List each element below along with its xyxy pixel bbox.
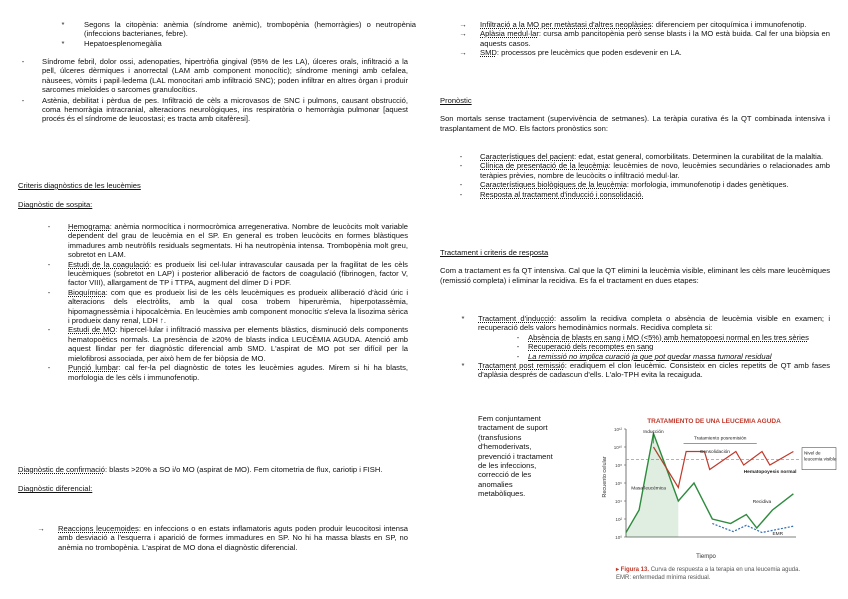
list-item: * Segons la citopènia: anèmia (síndrome anèmic), trombopènia (hemorràgies) o neutropènia (infeccions bacterianes, febre). [61, 20, 416, 39]
item-text: : morfologia, immunofenotip i dades genètiques. [626, 180, 789, 190]
confirmation-text: : blasts >20% a SO i/o MO (aspirat de MO). Fem citometria de flux, cariotip i FISH. [104, 465, 383, 474]
section-subheading: Diagnòstic de sospita: [18, 200, 93, 210]
confirmation-label: Diagnòstic de confirmació [18, 465, 105, 474]
figure-caption [616, 567, 846, 582]
list-item: - Punció lumbar: cal fer-la pel diagnòstic de totes les leucèmies agudes. Mirem si hi ha blasts, morfologia de les cèls i immunofenotip. [47, 363, 408, 382]
item-label: Característiques del pacient [480, 152, 575, 161]
list-item: * Tractament d'inducció: assolim la recidiva completa o absència de leucèmia visible en examen; i recuperació dels valors hemodinàmics normals. Recidiva completa si: - Absència de blasts en sang i MO (<5%) amb hematopoesi normal en les tres sèries - Recuperació dels recomptes en sang - La remissió no implica curació ja que pot quedar massa tumoral residual [461, 314, 831, 361]
list-item: → Aplàsia medul·lar: cursa amb pancitopènia però sense blasts i la MO està buida. Cal fer una biòpsia en aquests casos. [459, 29, 830, 48]
chart-ylabel: Recuento celular [602, 456, 608, 498]
bullet-text: Segons la citopènia: anèmia (síndrome anèmic), trombopènia (hemorràgies) o neutropènia (infeccions bacterianes, febre). [84, 20, 416, 39]
list-item: - Resposta al tractament d'inducció i consolidació. [459, 189, 644, 199]
support-line: de les infeccions, [478, 461, 537, 471]
item-label: Reaccions leucemoides [58, 524, 139, 533]
y-tick-label: 10⁶ [615, 481, 622, 486]
item-label: Bioquímica [68, 287, 106, 297]
series-line [712, 524, 793, 533]
sub-item-text: Absència de blasts en sang i MO (<5%) amb hematopoesi normal en les tres sèries [528, 332, 809, 342]
item-text: : diferenciem per citoquímica i immunofenotip. [651, 20, 807, 29]
section-subheading: Diagnòstic diferencial: [18, 484, 93, 494]
leukemic-mass-area [626, 434, 678, 538]
item-text: : assolim la recidiva completa o absència de leucèmia visible en examen; i recuperació dels valors hemodinàmics normals. Recidiva completa si: [478, 314, 831, 333]
list-item: - Bioquímica: com que es produeix lisi de les cèls leucèmiques es produeix alliberació d'àcid úric i alteracions dels electròlits, amb la qual cosa trobem hiperurèmia, hiperpotassèmia, hipomagnessèmia i hipocalcèmia. En leucèmies amb component monocític s'eleva la lisozima sèrica i produeix dany renal, LDH ↑. [47, 287, 408, 326]
item-text: : cursa amb pancitopènia però sense blasts i la MO està buida. Cal fer una biòpsia en aquests casos. [480, 29, 830, 48]
support-line: correcció de les [478, 470, 532, 480]
y-tick-label: 10² [615, 517, 622, 522]
sub-item-text: Recuperació dels recomptes en sang [528, 342, 654, 352]
item-label: Hemograma [68, 222, 110, 231]
section-heading: Tractament i criteris de resposta [440, 248, 549, 257]
list-item-text: Astènia, debilitat i pèrdua de pes. Infiltració de cèls a microvasos de SNC i pulmons, causant obstrucció, coma hemorràgia intracranial, alteracions neurològiques, ins respiratòria o hemorràgia pulmonar [aquest procés és el síndrome de leucostasi; es tracta amb citafèresi]. [42, 95, 408, 124]
paragraph: Son mortals sense tractament (supervivència de setmanes). La teràpia curativa és la QT combinada intensiva i trasplantament de MO. Els factors pronòstics son: [440, 114, 830, 133]
leukemia-response-chart [588, 415, 838, 575]
chart-annotation: Consolidación [699, 449, 730, 455]
list-item: - Recuperació dels recomptes en sang [514, 342, 830, 351]
item-label: Característiques biològiques de la leucèmia [480, 180, 627, 190]
chart-annotation: Tratamiento posremisión [693, 436, 747, 442]
item-text: : es produeix lisi cel·lular intravascular causada per la fragilitat de les cèls leucèmiques (sobretot en LAP) i posterior alliberació de factors de coagulació (fibrinogen, factor V, factor VIII), allargament de TP i TTPA, augment del dímer D i PDF. [68, 259, 408, 288]
y-tick-label: 10⁸ [615, 463, 622, 468]
list-item: * Tractament post remissió: eradiquem el clon leucèmic. Consisteix en cicles repetits de QT amb fases d'aplàsia després de cadascun d'ells. L'alo-TPH evita la recaiguda. [461, 361, 830, 380]
list-item: - Característiques del pacient: edat, estat general, comorbilitats. Determinen la curabilitat de la malaltia. [459, 152, 824, 161]
list-item: → Reaccions leucemoides: en infeccions o en estats inflamatoris aguts poden produir leucocitosi intensa amb desviació a l'esquerra i aparició de formes immadures en SP. No hi ha massa blasts en SP, no anèmia no trombopènia. L'aspirat de MO dona el diagnòstic diferencial. [37, 524, 409, 552]
sub-item-note: La remissió no implica curació ja que pot quedar massa tumoral residual [528, 351, 772, 361]
y-tick-label: 10⁰ [615, 535, 622, 540]
item-text: : processos pre leucèmics que poden esdevenir en LA. [496, 48, 682, 58]
support-line: d'hemoderivats, [478, 442, 532, 452]
item-text: : en infeccions o en estats inflamatoris aguts poden produir leucocitosi intensa amb desviació a l'esquerra i aparició de formes immadures en SP. No hi ha massa blasts en SP, no anèmia no trombopènia. L'aspirat de MO dona el diagnòstic diferencial. [58, 524, 409, 552]
support-line: anomalies [478, 479, 513, 489]
list-item: → Infiltració a la MO per metàstasi d'altres neoplàsies: diferenciem per citoquímica i immunofenotip. [459, 20, 807, 29]
item-label: Clínica de presentació de la leucèmia [480, 161, 609, 171]
item-label: Tractament post remissió [478, 361, 565, 371]
support-line: tractament de suport [478, 423, 548, 433]
item-text: : eradiquem el clon leucèmic. Consisteix en cicles repetits de QT amb fases d'aplàsia després de cadascun d'ells. L'alo-TPH evita la recaiguda. [478, 361, 830, 380]
item-label: Estudi de MO [68, 325, 116, 335]
chart-annotation: EMR [772, 532, 784, 538]
chart-xlabel: Tiempo [696, 554, 716, 560]
y-tick-label: 10⁴ [615, 499, 622, 504]
list-item: - Característiques biològiques de la leucèmia: morfologia, immunofenotip i dades genètiques. [459, 180, 789, 190]
list-item: - Absència de blasts en sang i MO (<5%) amb hematopoesi normal en les tres sèries [514, 333, 830, 342]
chart-annotation: Inducción [643, 430, 664, 435]
item-text: : anèmia normocítica i normocròmica arregenerativa. Nombre de leucòcits molt variable dependent del grau de leucèmia en el SP. En general es troben leucòcits en formes blàstiques immadures amb neutròfils residuals segmentats. Hi ha neutropènia intensa. Trombopènia molt greu, sobretot en LAM. [68, 222, 408, 260]
item-label: Resposta al tractament d'inducció i consolidació. [480, 189, 644, 199]
item-label: SMD [480, 48, 497, 58]
support-line: prevenció i tractament [478, 451, 553, 461]
paragraph: Com a tractament es fa QT intensiva. Cal que la QT elimini la leucèmia visible, eliminant les cèls mare leucèmiques (remissió completa) i eliminar la recidiva. Es fa el tractament en dues etapes: [440, 266, 830, 285]
list-item: - Estudi de MO: hipercel·lular i infiltració massiva per elements blàstics, disminució dels components hematopoètics normals. La presència de ≥20% de blasts indica LEUCÈMIA AGUDA. Atenció amb aquest llindar per fer diagnòstic diferencial amb SMD. L'aspirat de MO pot ser difícil per la mielofibrosi associada, per això hem de fer biòpsia de MO. [47, 325, 408, 363]
item-label: Estudi de la coagulació [68, 259, 150, 269]
chart-annotation: Hematopoyesis normal [743, 470, 797, 476]
list-item: - Hemograma: anèmia normocítica i normocròmica arregenerativa. Nombre de leucòcits molt variable dependent del grau de leucèmia en el SP. En general es troben leucòcits en formes blàstiques immadures amb neutròfils residuals segmentats. Hi ha neutropènia intensa. Trombopènia molt greu, sobretot en LAM. [47, 222, 408, 260]
support-line: metabòliques. [478, 489, 526, 499]
section-heading: Pronòstic [440, 96, 472, 105]
caption-note: EMR: enfermedad mínima residual. [616, 574, 711, 581]
support-line: Fem conjuntament [478, 414, 541, 423]
item-label: Infiltració a la MO per metàstasi d'altres neoplàsies [480, 20, 652, 29]
list-item: * Hepatoesplenomegàlia [58, 39, 416, 48]
bullet-text: Hepatoesplenomegàlia [84, 38, 162, 48]
chart-annotation: Masa leucémica [631, 486, 666, 492]
list-item-text: Síndrome febril, dolor ossi, adenopaties, hipertròfia gingival (95% de les LA), úlceres orals, infiltració a la pell, úlceres dèrmiques i anorrectal (LAM amb component monocític); síndrome meningi amb cefalea, nàusees, vòmits i papil·ledema (LAL monocitari amb infiltració SNC); poden infiltrar en altres òrgan i produir sarcomes mieloides o sarcomes granulocítics. [42, 57, 408, 95]
support-line: (transfusions [478, 432, 522, 442]
list-item: - Clínica de presentació de la leucèmia: leucèmies de novo, leucèmies secundàries o relacionades amb teràpies prèvies, nombre de leucòcits o infiltració medul·lar. [459, 161, 830, 180]
section-heading: Criteris diagnòstics de les leucèmies [18, 181, 141, 190]
item-label: Tractament d'inducció [478, 314, 554, 323]
caption-label: ▸ Figura 13. [616, 567, 650, 573]
support-paragraph [478, 414, 582, 499]
list-item: - Síndrome febril, dolor ossi, adenopaties, hipertròfia gingival (95% de les LA), úlceres orals, infiltració a la pell, úlceres dèrmiques i anorrectal (LAM amb component monocític); síndrome meningi amb cefalea, nàusees, vòmits i papil·ledema (LAL monocitari amb infiltració SNC); poden infiltrar en altres òrgan i produir sarcomes mieloides o sarcomes granulocítics. [21, 57, 408, 95]
item-text: : leucèmies de novo, leucèmies secundàries o relacionades amb teràpies prèvies, nombre de leucòcits o infiltració medul·lar. [480, 161, 830, 180]
item-text: : com que es produeix lisi de les cèls leucèmiques es produeix alliberació d'àcid úric i alteracions dels electròlits, amb la qual cosa trobem hiperurèmia, hiperpotassèmia, hipomagnessèmia i hipocalcèmia. En leucèmies amb component monocític s'eleva la lisozima sèrica i produeix dany renal, LDH ↑. [68, 287, 408, 326]
list-item: - La remissió no implica curació ja que pot quedar massa tumoral residual [514, 352, 830, 361]
y-tick-label: 10¹² [613, 427, 622, 432]
threshold-label-text: Nivel de [804, 450, 821, 456]
item-text: : edat, estat general, comorbilitats. Determinen la curabilitat de la malaltia. [574, 152, 824, 161]
list-item: - Estudi de la coagulació: es produeix lisi cel·lular intravascular causada per la fragilitat de les cèls leucèmiques (sobretot en LAP) i posterior alliberació de factors de coagulació (fibrinogen, factor V, factor VIII), allargament de TP i TTPA, augment del dímer D i PDF. [47, 259, 408, 288]
caption-text: Curva de respuesta a la terapia en una leucemia aguda. [649, 567, 801, 573]
item-label: Punció lumbar [68, 363, 119, 373]
item-label: Aplàsia medul·lar [480, 29, 539, 39]
item-text: : cal fer-la pel diagnòstic de totes les leucèmies agudes. Mirem si hi ha blasts, morfologia de les cèls i immunofenotip. [68, 363, 408, 382]
figure [588, 415, 838, 595]
item-text: : hipercel·lular i infiltració massiva per elements blàstics, disminució dels components hematopoètics normals. La presència de ≥20% de blasts indica LEUCÈMIA AGUDA. Atenció amb aquest llindar per fer diagnòstic diferencial amb SMD. L'aspirat de MO pot ser difícil per la mielofibrosi associada, per això hem de fer biòpsia de MO. [68, 325, 408, 363]
y-tick-label: 10¹⁰ [613, 445, 622, 450]
chart-title: TRATAMIENTO DE UNA LEUCEMIA AGUDA [647, 418, 781, 425]
chart-annotation: Recidiva [752, 499, 772, 505]
threshold-label-text: leucemia visible [804, 456, 837, 462]
list-item: - Astènia, debilitat i pèrdua de pes. Infiltració de cèls a microvasos de SNC i pulmons, causant obstrucció, coma hemorràgia intracranial, alteracions neurològiques, ins respiratòria o hemorràgia pulmonar [aquest procés és el síndrome de leucostasi; es tracta amb citafèresi]. [21, 95, 408, 124]
list-item: → SMD: processos pre leucèmics que poden esdevenir en LA. [459, 48, 682, 58]
